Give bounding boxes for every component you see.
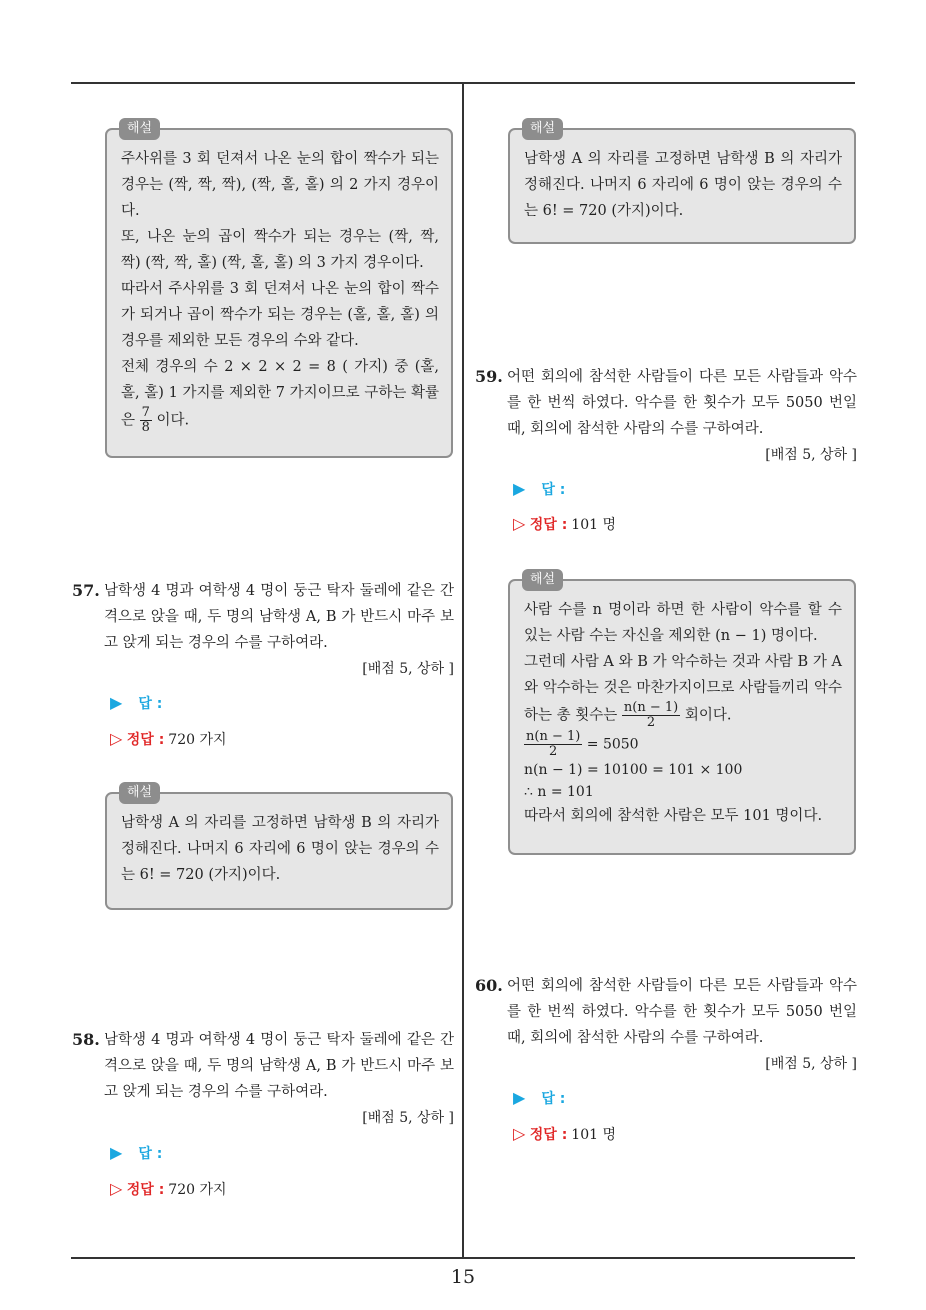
fraction-denominator: 2 <box>549 744 558 759</box>
fraction-numerator: 7 <box>141 405 150 420</box>
page-number: 15 <box>450 1266 476 1288</box>
question-60 <box>475 973 857 1077</box>
answer-label: 답 : <box>541 1091 566 1107</box>
question-score: [배점 5, 상하 ] <box>765 447 857 463</box>
explanation-tail: 이다. <box>156 412 190 429</box>
correct-value: 720 가지 <box>168 1182 227 1198</box>
answer-label: 답 : <box>138 1146 163 1162</box>
explanation-line: 사람 수를 n 명이라 하면 한 사람이 악수를 할 수 있는 사람 수는 자신을 제외한 (n − 1) 명이다. <box>524 602 842 644</box>
explanation-text: 남학생 A 의 자리를 고정하면 남학생 B 의 자리가 정해진다. 나머지 6 자리에 6 명이 앉는 경우의 수는 6! = 720 (가지)이다. <box>121 815 439 883</box>
explanation-line <box>121 354 439 435</box>
answer-row <box>513 1088 565 1108</box>
equation-line-1 <box>524 730 842 759</box>
correct-value: 101 명 <box>571 1127 616 1143</box>
correct-answer-row <box>110 1179 227 1199</box>
explanation-text: 남학생 A 의 자리를 고정하면 남학생 B 의 자리가 정해진다. 나머지 6 자리에 6 명이 앉는 경우의 수는 6! = 720 (가지)이다. <box>524 151 842 219</box>
question-score: [배점 5, 상하 ] <box>362 661 454 677</box>
question-text: 남학생 4 명과 여학생 4 명이 둥근 탁자 둘레에 같은 간격으로 앉을 때, 두 명의 남학생 A, B 가 반드시 마주 보고 앉게 되는 경우의 수를 구하여라. <box>104 1032 454 1100</box>
correct-answer-row <box>513 514 616 534</box>
question-score: [배점 5, 상하 ] <box>362 1110 454 1126</box>
correct-answer-row <box>513 1124 616 1144</box>
explanation-conclusion: 따라서 회의에 참석한 사람은 모두 101 명이다. <box>524 808 823 824</box>
explanation-box-q59 <box>508 572 856 855</box>
explanation-text: 전체 경우의 수 2 × 2 × 2 = 8 ( 가지) 중 (홀, 홀, 홀) 1 가지를 제외한 7 가지이므로 구하는 확률은 <box>121 359 439 429</box>
answer-arrow-icon: ▶ <box>110 693 123 712</box>
equation-line-3: ∴ n = 101 <box>524 784 594 800</box>
correct-arrow-icon: ▷ <box>110 729 123 748</box>
question-number: 59. <box>475 367 503 386</box>
fraction-denominator: 8 <box>141 420 150 435</box>
correct-arrow-icon: ▷ <box>513 514 526 533</box>
explanation-tail: 회이다. <box>684 707 732 724</box>
explanation-box-top-left <box>105 121 453 458</box>
answer-label: 답 : <box>138 696 163 712</box>
question-number: 57. <box>72 581 100 600</box>
answer-row <box>110 693 162 713</box>
explanation-box-top-right <box>508 121 856 244</box>
correct-label: 정답 : <box>126 732 165 748</box>
answer-arrow-icon: ▶ <box>110 1143 123 1162</box>
explanation-line: 또, 나온 눈의 곱이 짝수가 되는 경우는 (짝, 짝, 짝) (짝, 짝, 홀) (짝, 홀, 홀) 의 3 가지 경우이다. <box>121 229 439 271</box>
correct-arrow-icon: ▷ <box>513 1124 526 1143</box>
answer-label: 답 : <box>541 482 566 498</box>
answer-row <box>110 1143 162 1163</box>
explanation-box-q57 <box>105 785 453 910</box>
explanation-tag: 해설 <box>522 118 563 140</box>
question-number: 60. <box>475 976 503 995</box>
explanation-tag: 해설 <box>119 118 160 140</box>
column-divider <box>462 83 464 1258</box>
answer-row <box>513 479 565 499</box>
explanation-tag: 해설 <box>119 782 160 804</box>
correct-label: 정답 : <box>529 1127 568 1143</box>
question-57 <box>72 578 454 682</box>
bottom-rule <box>71 1257 855 1259</box>
answer-arrow-icon: ▶ <box>513 1088 526 1107</box>
question-score: [배점 5, 상하 ] <box>765 1056 857 1072</box>
fraction-numerator: n(n − 1) <box>526 729 581 744</box>
handshake-fraction <box>622 701 680 730</box>
probability-fraction <box>140 406 152 435</box>
explanation-text: 그런데 사람 A 와 B 가 악수하는 것과 사람 B 가 A 와 악수하는 것은 마찬가지이므로 사람들끼리 악수하는 총 횟수는 <box>524 654 842 724</box>
question-number: 58. <box>72 1030 100 1049</box>
question-text: 어떤 회의에 참석한 사람들이 다른 모든 사람들과 악수를 한 번씩 하였다. 악수를 한 횟수가 모두 5050 번일 때, 회의에 참석한 사람의 수를 구하여라. <box>507 369 857 437</box>
equation-fraction <box>524 730 582 759</box>
question-text: 어떤 회의에 참석한 사람들이 다른 모든 사람들과 악수를 한 번씩 하였다. 악수를 한 횟수가 모두 5050 번일 때, 회의에 참석한 사람의 수를 구하여라. <box>507 978 857 1046</box>
question-59 <box>475 364 857 468</box>
correct-arrow-icon: ▷ <box>110 1179 123 1198</box>
fraction-denominator: 2 <box>646 715 656 730</box>
explanation-line: 따라서 주사위를 3 회 던져서 나온 눈의 합이 짝수가 되거나 곱이 짝수가 되는 경우는 (홀, 홀, 홀) 의 경우를 제외한 모든 경우의 수와 같다. <box>121 281 439 349</box>
question-text: 남학생 4 명과 여학생 4 명이 둥근 탁자 둘레에 같은 간격으로 앉을 때, 두 명의 남학생 A, B 가 반드시 마주 보고 앉게 되는 경우의 수를 구하여라. <box>104 583 454 651</box>
correct-value: 101 명 <box>571 517 616 533</box>
equation-line-2: n(n − 1) = 10100 = 101 × 100 <box>524 762 743 778</box>
fraction-numerator: n(n − 1) <box>623 700 679 715</box>
equation-rhs: = 5050 <box>586 736 639 753</box>
correct-answer-row <box>110 729 227 749</box>
explanation-tag: 해설 <box>522 569 563 591</box>
answer-arrow-icon: ▶ <box>513 479 526 498</box>
correct-label: 정답 : <box>529 517 568 533</box>
question-58 <box>72 1027 454 1131</box>
correct-label: 정답 : <box>126 1182 165 1198</box>
explanation-line <box>524 649 842 730</box>
explanation-line: 주사위를 3 회 던져서 나온 눈의 합이 짝수가 되는 경우는 (짝, 짝, 짝), (짝, 홀, 홀) 의 2 가지 경우이다. <box>121 151 439 219</box>
correct-value: 720 가지 <box>168 732 227 748</box>
